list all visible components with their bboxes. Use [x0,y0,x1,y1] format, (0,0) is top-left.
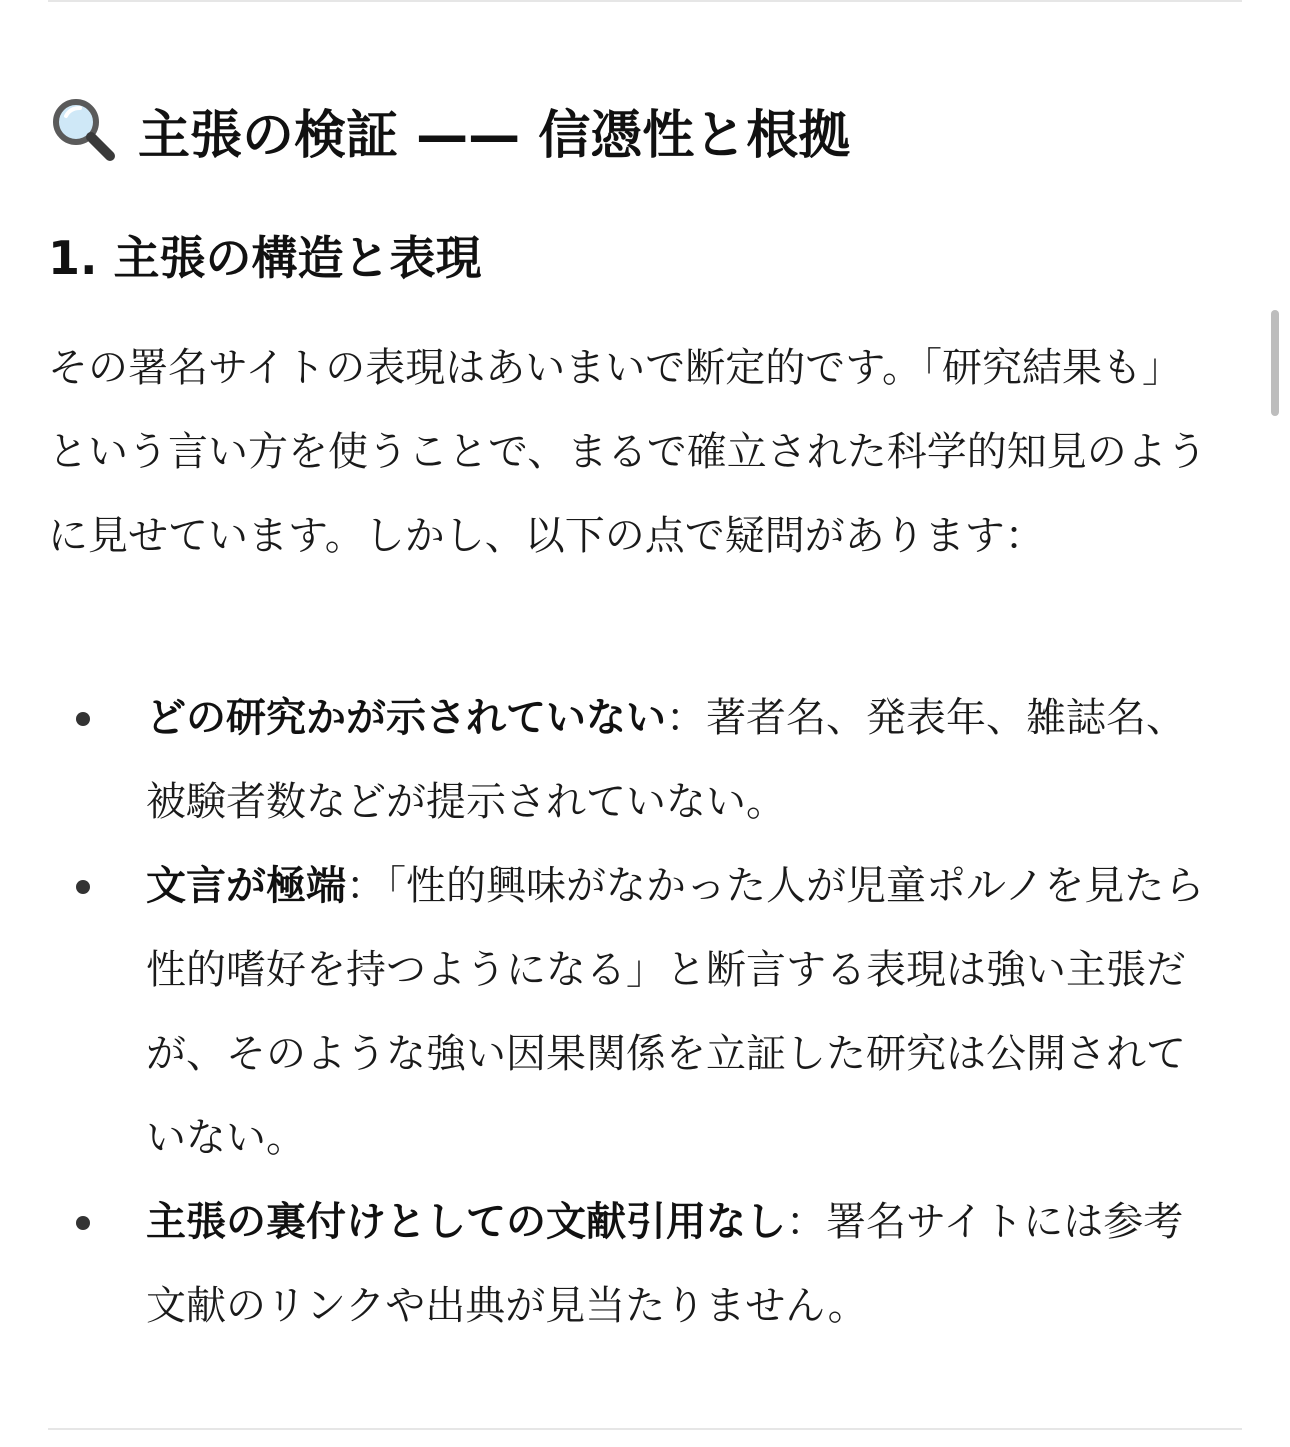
point-label: 文言が極端 [146,863,346,909]
point-text: 「性的興味がなかった人が児童ポルノを見たら性的嗜好を持つようになる」と断言する表現は強い主張だが、そのような強い因果関係を立証した研究は公開されていない。 [146,863,1205,1161]
scrollbar-thumb[interactable] [1271,310,1279,416]
point-text: 著者名、発表年、雑誌名、被験者数などが提示されていない。 [146,695,1186,825]
bullet-icon [76,1216,90,1230]
point-text: 署名サイトには参考文献のリンクや出典が見当たりません。 [146,1199,1184,1329]
list-item [0,844,1220,1180]
point-separator: ： [786,1199,826,1245]
top-divider [48,0,1242,2]
intro-paragraph: その署名サイトの表現はあいまいで断定的です。「研究結果も」という言い方を使うことで、まるで確立された科学的知見のように見せています。しかし、以下の点で疑問があります： [48,345,1207,559]
magnifier-icon [48,94,120,166]
point-separator: ： [666,695,706,741]
point-separator: ： [346,863,386,909]
list-item [0,1180,1220,1348]
bottom-divider [48,1428,1242,1430]
points-list [0,676,1290,1348]
list-item [0,676,1220,844]
page-title-text: 主張の検証 —— 信憑性と根拠 [138,105,851,166]
bullet-icon [76,712,90,726]
page-title [48,90,850,170]
point-label: どの研究かが示されていない [146,695,666,741]
section-heading: 1. 主張の構造と表現 [48,231,482,285]
bullet-icon [76,880,90,894]
point-label: 主張の裏付けとしての文献引用なし [146,1199,786,1245]
